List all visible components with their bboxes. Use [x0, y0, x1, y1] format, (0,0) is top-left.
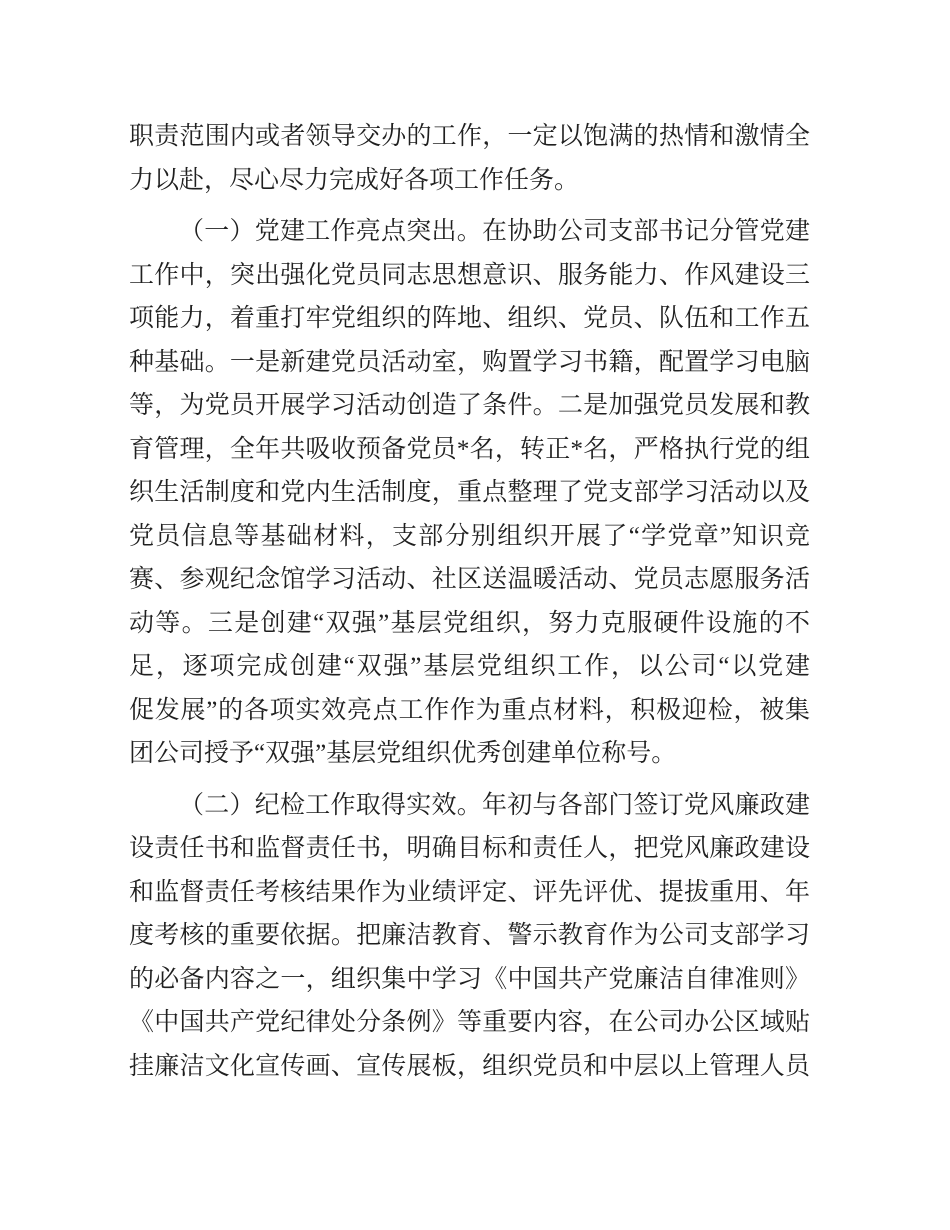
- paragraph: [129, 115, 810, 202]
- text-line: 和监督责任考核结果作为业绩评定、评先评优、提拔重用、年: [129, 878, 810, 906]
- text-line: 足，逐项完成创建“双强”基层党组织工作，以公司“以党建: [129, 653, 810, 680]
- text-line: 的必备内容之一，组织集中学习《中国共产党廉洁自律准则》: [129, 965, 810, 993]
- text-line: （二）纪检工作取得实效。年初与各部门签订党风廉政建: [179, 791, 810, 819]
- text-line: 促发展”的各项实效亮点工作作为重点材料，积极迎检，被集: [129, 696, 810, 724]
- paragraph: [129, 210, 810, 776]
- text-line: 赛、参观纪念馆学习活动、社区送温暖活动、党员志愿服务活: [129, 566, 810, 593]
- text-line: 等，为党员开展学习活动创造了条件。二是加强党员发展和教: [129, 392, 810, 419]
- text-line: 织生活制度和党内生活制度，重点整理了党支部学习活动以及: [129, 479, 810, 506]
- text-line: 设责任书和监督责任书，明确目标和责任人，把党风廉政建设: [129, 835, 810, 862]
- text-line: 职责范围内或者领导交办的工作，一定以饱满的热情和激情全: [129, 123, 810, 150]
- paragraph: [129, 784, 810, 1089]
- text-line: 党员信息等基础材料，支部分别组织开展了“学党章”知识竞: [129, 522, 810, 550]
- text-line: （一）党建工作亮点突出。在协助公司支部书记分管党建: [179, 218, 810, 245]
- text-line: 团公司授予“双强”基层党组织优秀创建单位称号。: [129, 740, 677, 767]
- text-line: 种基础。一是新建党员活动室，购置学习书籍，配置学习电脑: [129, 348, 810, 376]
- text-line: 动等。三是创建“双强”基层党组织，努力克服硬件设施的不: [129, 609, 810, 637]
- text-line: 工作中，突出强化党员同志思想意识、服务能力、作风建设三: [129, 261, 810, 289]
- text-line: 《中国共产党纪律处分条例》等重要内容，在公司办公区域贴: [129, 1009, 810, 1036]
- text-line: 育管理，全年共吸收预备党员*名，转正*名，严格执行党的组: [129, 435, 810, 463]
- text-line: 项能力，着重打牢党组织的阵地、组织、党员、队伍和工作五: [129, 305, 810, 332]
- document-page: [129, 115, 810, 1088]
- text-line: 力以赴，尽心尽力完成好各项工作任务。: [129, 166, 580, 194]
- text-line: 度考核的重要依据。把廉洁教育、警示教育作为公司支部学习: [129, 922, 810, 949]
- text-line: 挂廉洁文化宣传画、宣传展板，组织党员和中层以上管理人员: [129, 1052, 810, 1080]
